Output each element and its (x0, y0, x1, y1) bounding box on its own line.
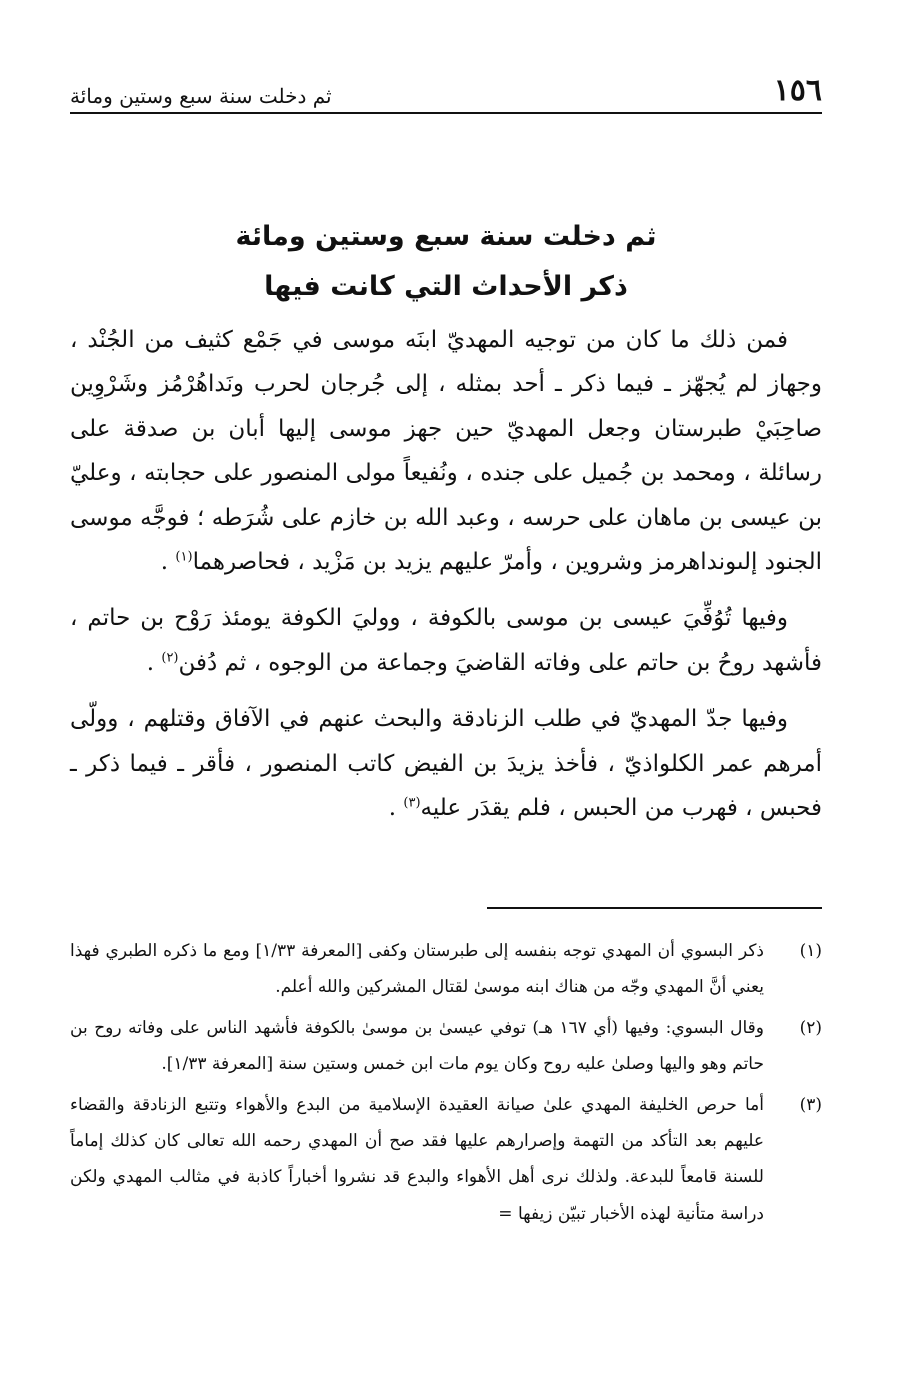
page-header (70, 70, 822, 114)
paragraph-end: . (160, 549, 176, 576)
footnotes (70, 933, 822, 1236)
footnote-ref: (٢) (161, 650, 179, 666)
paragraph (70, 318, 822, 584)
main-text (70, 318, 822, 842)
footnote (70, 1087, 822, 1233)
section-title: ذكر الأحداث التي كانت فيها (264, 271, 628, 302)
paragraph-end: . (388, 795, 404, 822)
paragraph-text: وفيها جدّ المهديّ في طلب الزنادقة والبحث عنهم في الآفاق وقتلهم ، وولّى أمرهم عمر الكلواذيّ ، فأخذ يزيدَ بن الفيض كاتب المنصور ، فأقر ـ فيما ذكر ـ فحبس ، فهرب من الحبس ، فلم يقدَر عليه (70, 706, 822, 822)
year-title: ثم دخلت سنة سبع وستين ومائة (235, 221, 657, 252)
footnote-text: ذكر البسوي أن المهدي توجه بنفسه إلى طبرستان وكفى [المعرفة ١/٣٣] ومع ما ذكره الطبري فهذا يعني أنَّ المهدي وجّه من هناك ابنه موسىٰ لقتال المشركين والله أعلم. (70, 941, 764, 998)
footnote-marker: (٣) (799, 1094, 822, 1115)
footnote (70, 1010, 822, 1083)
paragraph (70, 596, 822, 685)
footnote-marker: (١) (799, 941, 822, 961)
chapter-headings (70, 212, 822, 312)
paragraph-end: . (146, 649, 162, 676)
footnote-text: وقال البسوي: وفيها (أي ١٦٧ هـ) توفي عيسىٰ بن موسىٰ بالكوفة فأشهد الناس على وفاته روح بن حاتم وهو واليها وصلىٰ عليه روح وكان يوم مات ابن خمس وستين سنة [المعرفة ١/٣٣]. (70, 1017, 764, 1075)
footnote-ref: (١) (175, 549, 193, 565)
footnote-divider (487, 907, 822, 909)
page-number: ١٥٦ (773, 73, 822, 108)
paragraph (70, 697, 822, 830)
footnote-ref: (٣) (403, 795, 421, 811)
paragraph-text: فمن ذلك ما كان من توجيه المهديّ ابنَه موسى في جَمْع كثيف من الجُنْد ، وجهاز لم يُجهّز ـ فيما ذكر ـ أحد بمثله ، إلى جُرجان لحرب ونَداهُرْمُز وشَرْوِين صاحِبَيْ طبرستان وجعل المهديّ حين جهز موسى إليها أبان بن صدقة على رسائلة ، ومحمد بن جُميل على جنده ، ونُفيعاً مولى المنصور على حجابته ، وعليّ بن عيسى بن ماهان على حرسه ، وعبد الله بن خازم على شُرَطه ؛ فوجَّه موسى الجنود إلىونداهرمز وشروين ، وأمرّ عليهم يزيد بن مَزْيد ، فحاصرهما (70, 327, 822, 576)
footnote-text: أما حرص الخليفة المهدي علىٰ صيانة العقيدة الإسلامية من البدع والأهواء وتتبع الزنادقة والقضاء عليهم بعد التأكد من التهمة وإصرارهم عليها فقد صح أن المهدي رحمه الله تعالى كان كذلك إماماً للسنة قامعاً للبدعة. ولذلك نرى أهل الأهواء والبدع قد نشروا أخباراً كاذبة في مثالب المهدي ولكن دراسة متأنية لهذه الأخبار تبيّن زيفها = (70, 1094, 764, 1224)
running-title: ثم دخلت سنة سبع وستين ومائة (70, 84, 332, 108)
paragraph-text: وفيها تُوُفِّيَ عيسى بن موسى بالكوفة ، ووليَ الكوفة يومئذ رَوْح بن حاتم ، فأشهد روحُ بن حاتم على وفاته القاضيَ وجماعة من الوجوه ، ثم دُفن (70, 605, 822, 676)
footnote (70, 933, 822, 1006)
footnote-marker: (٢) (799, 1017, 822, 1038)
